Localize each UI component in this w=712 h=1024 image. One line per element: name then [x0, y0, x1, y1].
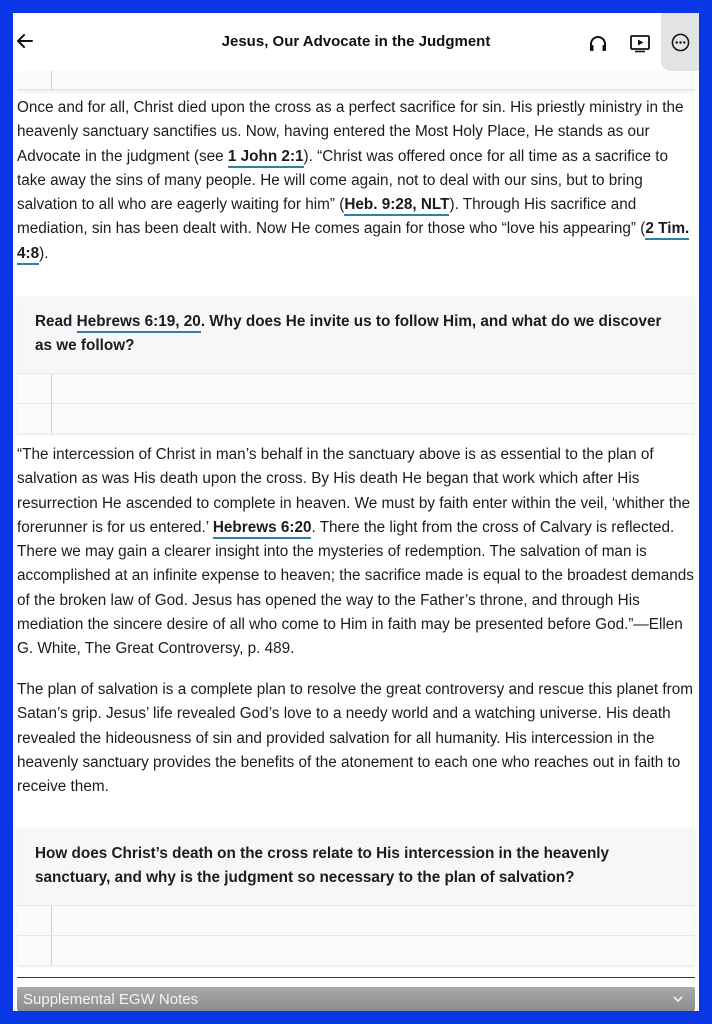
- note-margin-line: [51, 936, 52, 965]
- lesson-content: [13, 71, 699, 1011]
- question-box-1: [17, 297, 695, 433]
- text: . Why does He invite us to follow Him, and what do we discover as we follow?: [35, 313, 662, 355]
- bible-reference-heb-9-28[interactable]: Heb. 9:28, NLT: [344, 196, 449, 216]
- text: ). “Christ was offered once for all time as a sacrifice to take away the sins of many people. He will come again, not to deal with our sins, but to bring salvation to all who are eagerly waiting for him” (: [17, 147, 668, 214]
- bible-reference-1john-2-1[interactable]: 1 John 2:1: [228, 148, 304, 168]
- app-frame: [13, 13, 699, 1011]
- text: Read: [35, 313, 77, 330]
- text: ).: [39, 244, 49, 262]
- top-bar: [13, 13, 699, 71]
- more-options-icon: [671, 33, 690, 52]
- notes-area-top[interactable]: [17, 71, 695, 90]
- note-line[interactable]: [17, 905, 695, 935]
- back-arrow-icon[interactable]: [15, 31, 35, 51]
- text: Once and for all, Christ died upon the cross as a perfect sacrifice for sin. His priestly ministry in the heavenly sanctuary sanctifies us. Now, having entered the Most Holy Place, He stands as our Advocate in the judgment (see: [17, 99, 684, 165]
- page-title: Jesus, Our Advocate in the Judgment: [221, 33, 491, 50]
- note-line[interactable]: [17, 935, 695, 965]
- note-margin-line: [51, 374, 52, 403]
- note-margin-line: [51, 906, 52, 935]
- note-line[interactable]: [17, 403, 695, 433]
- note-margin-line: [51, 404, 52, 433]
- section-divider: [17, 977, 695, 978]
- question-text: How does Christ’s death on the cross relate to His intercession in the heavenly sanctuary, and why is the judgment so necessary to the plan of salvation?: [35, 845, 610, 887]
- paragraph-1: [17, 96, 695, 266]
- note-line[interactable]: [17, 373, 695, 403]
- supplemental-egw-notes-toggle[interactable]: [17, 987, 695, 1011]
- video-play-icon[interactable]: [629, 33, 651, 53]
- chevron-down-icon: [671, 992, 685, 1006]
- more-options-button[interactable]: [661, 13, 699, 71]
- text: . There the light from the cross of Calvary is reflected. There we may gain a clearer insight into the mysteries of redemption. The salvation of man is accomplished at an infinite expense to heaven; the sacrifice made is equal to the broadest demands of the broken law of God. Jesus has opened the way to the Father’s throne, and through His mediation the sincere desire of all who come to Him in faith may be presented before God.”—Ellen G. White, The Great Controversy, p. 489.: [17, 518, 694, 658]
- question-box-2: [17, 829, 695, 965]
- supplemental-label: Supplemental EGW Notes: [23, 991, 199, 1008]
- bible-reference-heb-6-20[interactable]: Hebrews 6:20: [213, 519, 312, 539]
- question-text: [17, 297, 695, 373]
- text: “The intercession of Christ in man’s behalf in the sanctuary above is as essential to the plan of salvation as was His death upon the cross. By His death He began that work which after His resurrection He ascended to complete in heaven. We must by faith enter within the veil, ‘whither the forerunner is for us entered.’: [17, 446, 691, 536]
- paragraph-3: The plan of salvation is a complete plan to resolve the great controversy and rescue this planet from Satan’s grip. Jesus’ life revealed God’s love to a needy world and a watching universe. His death revealed the hideousness of sin and provided salvation for all humanity. His intercession in the heavenly sanctuary provides the benefits of the atonement to each one who reaches out in faith to receive them.: [17, 681, 693, 796]
- bible-reference-heb-6-19-20[interactable]: Hebrews 6:19, 20: [77, 313, 201, 333]
- paragraph-2-quote: [17, 443, 695, 662]
- text: ). Through His sacrifice and mediation, sin has been dealt with. Now He comes again for those who “love his appearing” (: [17, 196, 646, 238]
- note-margin-line: [51, 71, 52, 89]
- bible-reference-2tim-4-8[interactable]: 2 Tim. 4:8: [17, 220, 689, 264]
- headphones-icon[interactable]: [587, 33, 609, 53]
